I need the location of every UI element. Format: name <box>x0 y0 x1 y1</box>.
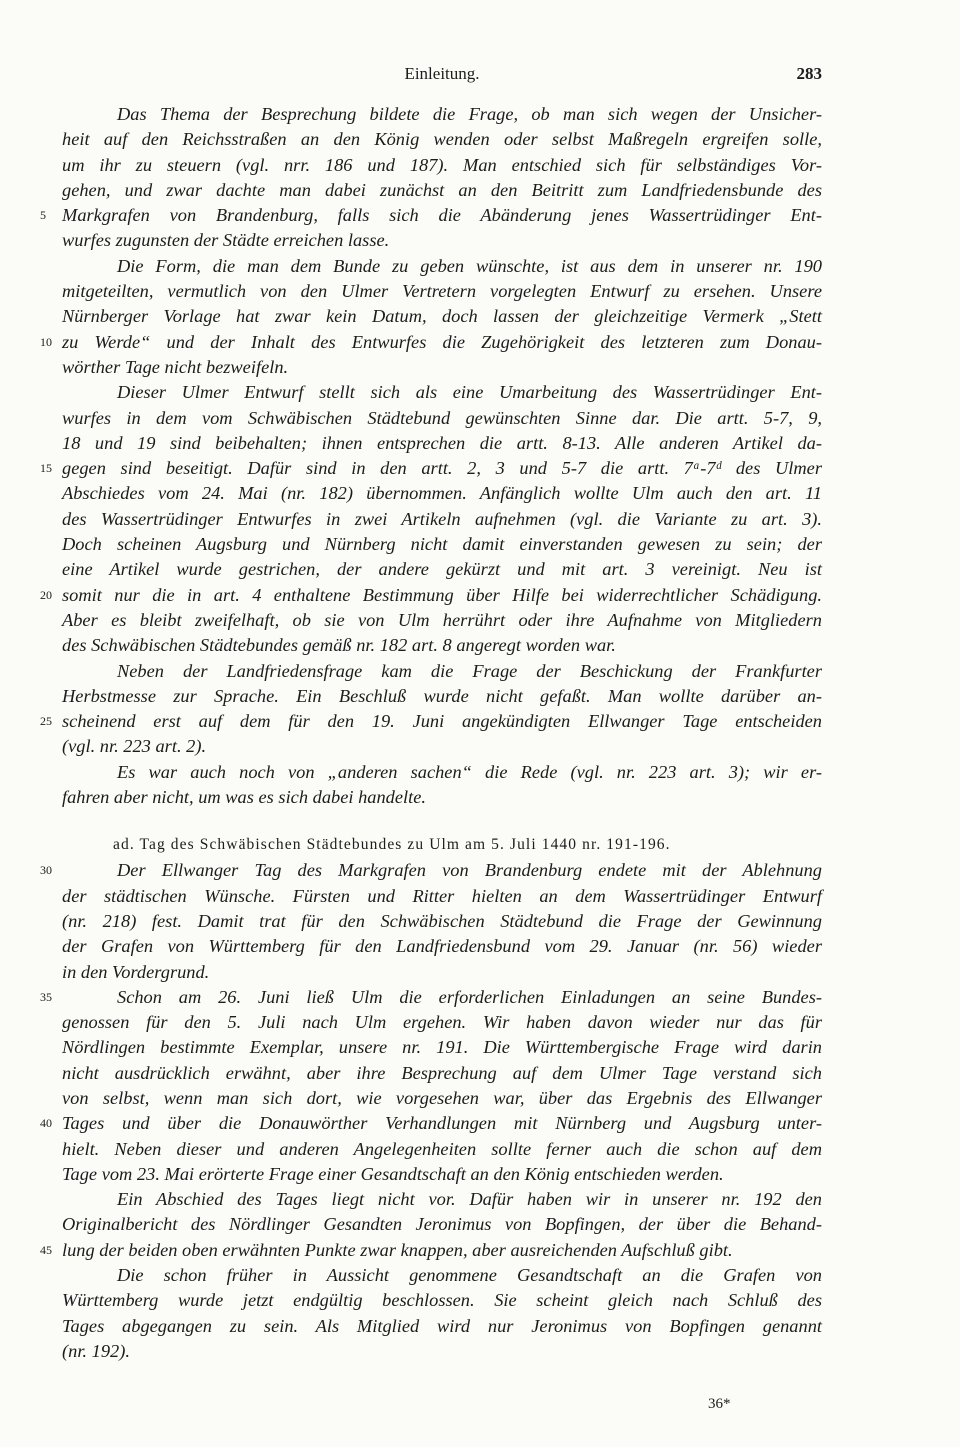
text-line: wurfes in dem vom Schwäbischen Städtebund gewünschten Sinne dar. Die artt. 5-7, 9, <box>62 407 822 428</box>
text-line-numbered <box>40 330 822 355</box>
text-line: Neben der Landfriedensfrage kam die Frage der Beschickung der Frankfurter <box>117 660 822 681</box>
text-line: des Wassertrüdinger Entwurfes in zwei Artikeln aufnehmen (vgl. die Variante zu art. 3). <box>62 508 822 529</box>
line-text: gegen sind beseitigt. Dafür sind in den artt. 2, 3 und 5-7 die artt. 7ᵃ-7ᵈ des Ulmer <box>62 458 822 479</box>
line-number: 15 <box>40 461 52 476</box>
text-line-numbered <box>40 985 822 1010</box>
line-text: lung der beiden oben erwähnten Punkte zwar knappen, aber ausreichenden Aufschluß gibt. <box>62 1239 733 1260</box>
line-text: Tages und über die Donauwörther Verhandlungen mit Nürnberg und Augsburg unter- <box>62 1113 822 1134</box>
text-line: wurfes zugunsten der Städte erreichen lasse. <box>62 230 390 251</box>
text-line-numbered <box>40 1111 822 1136</box>
section-heading: ad. Tag des Schwäbischen Städtebundes zu Ulm am 5. Juli 1440 nr. 191-196. <box>113 836 671 854</box>
text-line: (vgl. nr. 223 art. 2). <box>62 736 207 757</box>
line-number: 10 <box>40 334 52 349</box>
line-text: somit nur die in art. 4 enthaltene Bestimmung über Hilfe bei widerrechtlicher Schädigung. <box>62 584 822 605</box>
text-line: der Grafen von Württemberg für den Landfriedensbund vom 29. Januar (nr. 56) wieder <box>62 936 822 957</box>
text-line: eine Artikel wurde gestrichen, der andere gekürzt und mit art. 3 vereinigt. Neu ist <box>62 559 822 580</box>
text-line: Tages abgegangen zu sein. Als Mitglied wird nur Jeronimus von Bopfingen genannt <box>62 1315 822 1336</box>
text-line: Originalbericht des Nördlinger Gesandten Jeronimus von Bopfingen, der über die Behand- <box>62 1214 822 1235</box>
signature-mark: 36* <box>708 1396 731 1412</box>
text-line: fahren aber nicht, um was es sich dabei handelte. <box>62 787 427 808</box>
text-line: Ein Abschied des Tages liegt nicht vor. Dafür haben wir in unserer nr. 192 den <box>117 1189 822 1210</box>
text-line: Nördlingen bestimmte Exemplar, unsere nr. 191. Die Württembergische Frage wird darin <box>62 1037 822 1058</box>
text-line-numbered <box>40 709 822 734</box>
text-line: heit auf den Reichsstraßen an den König wenden oder selbst Maßregeln ergreifen solle, <box>62 129 822 150</box>
text-line: der städtischen Wünsche. Fürsten und Ritter hielten an dem Wassertrüdinger Entwurf <box>62 885 822 906</box>
text-line: von selbst, wenn man sich dort, wie vorgesehen war, über das Ergebnis des Ellwanger <box>62 1087 822 1108</box>
text-line: (nr. 192). <box>62 1340 130 1361</box>
line-number: 30 <box>40 863 52 878</box>
text-line: gehen, und zwar dachte man dabei zunächst an den Beitritt zum Landfriedensbunde des <box>62 179 822 200</box>
text-line: mitgeteilten, vermutlich von den Ulmer Vertretern vorgelegten Entwurf zu ersehen. Unsere <box>62 281 822 302</box>
line-number: 40 <box>40 1116 52 1131</box>
line-number: 25 <box>40 714 52 729</box>
text-line: Württemberg wurde jetzt endgültig beschlossen. Sie scheint gleich nach Schluß des <box>62 1290 822 1311</box>
line-text: Markgrafen von Brandenburg, falls sich die Abänderung jenes Wassertrüdinger Ent- <box>62 205 822 226</box>
text-line-numbered <box>40 456 822 481</box>
running-title: Einleitung. <box>404 64 480 83</box>
text-line-numbered <box>40 1238 822 1263</box>
text-line: Die schon früher in Aussicht genommene Gesandtschaft an die Grafen von <box>117 1265 822 1286</box>
page-body <box>40 102 822 1364</box>
text-line: (nr. 218) fest. Damit trat für den Schwäbischen Städtebund die Frage der Gewinnung <box>62 910 822 931</box>
line-text: Schon am 26. Juni ließ Ulm die erforderlichen Einladungen an seine Bundes- <box>117 986 822 1007</box>
text-line: Das Thema der Besprechung bildete die Frage, ob man sich wegen der Unsicher- <box>117 104 822 124</box>
text-line: hielt. Neben dieser und anderen Angelegenheiten sollte ferner auch die schon auf dem <box>62 1138 822 1159</box>
text-line: nicht ausdrücklich erwähnt, aber ihre Besprechung auf dem Ulmer Tage verstand sich <box>62 1062 822 1083</box>
text-line: des Schwäbischen Städtebundes gemäß nr. 182 art. 8 angeregt worden war. <box>62 635 616 656</box>
line-number: 35 <box>40 989 52 1004</box>
text-line: Tage vom 23. Mai erörterte Frage einer Gesandtschaft an den König entschieden werden. <box>62 1163 724 1184</box>
page-number: 283 <box>796 64 822 83</box>
line-number: 5 <box>40 208 46 223</box>
text-line: Die Form, die man dem Bunde zu geben wünschte, ist aus dem in unserer nr. 190 <box>117 255 822 276</box>
text-line: Nürnberger Vorlage hat zwar kein Datum, doch lassen der gleichzeitige Vermerk „Stett <box>62 306 822 327</box>
line-text: scheinend erst auf dem für den 19. Juni angekündigten Ellwanger Tage entscheiden <box>62 711 822 732</box>
text-line: Abschiedes vom 24. Mai (nr. 182) übernommen. Anfänglich wollte Ulm auch den art. 11 <box>62 483 822 504</box>
line-text: zu Werde“ und der Inhalt des Entwurfes die Zugehörigkeit des letzteren zum Donau- <box>62 331 822 352</box>
text-line: Es war auch noch von „anderen sachen“ die Rede (vgl. nr. 223 art. 3); wir er- <box>117 761 822 782</box>
section-gap <box>62 810 822 832</box>
text-line: Doch scheinen Augsburg und Nürnberg nicht damit einverstanden gewesen zu sein; der <box>62 534 822 555</box>
text-line: 18 und 19 sind beibehalten; ihnen entsprechen die artt. 8-13. Alle anderen Artikel da- <box>62 432 822 453</box>
line-number: 20 <box>40 587 52 602</box>
line-number: 45 <box>40 1242 52 1257</box>
text-line-numbered <box>40 858 822 883</box>
text-line-numbered <box>40 203 822 228</box>
text-line: in den Vordergrund. <box>62 961 210 982</box>
text-line: Herbstmesse zur Sprache. Ein Beschluß wurde nicht gefaßt. Man wollte darüber an- <box>62 685 822 706</box>
text-line: Dieser Ulmer Entwurf stellt sich als eine Umarbeitung des Wassertrüdinger Ent- <box>117 382 822 403</box>
text-line-numbered <box>40 583 822 608</box>
text-line: um ihr zu steuern (vgl. nrr. 186 und 187). Man entschied sich für selbständiges Vor- <box>62 154 822 175</box>
text-line: genossen für den 5. Juli nach Ulm ergehen. Wir haben davon wieder nur das für <box>62 1012 822 1033</box>
text-line: Aber es bleibt zweifelhaft, ob sie von Ulm herrührt oder ihre Aufnahme von Mitgliedern <box>62 609 822 630</box>
running-header <box>62 64 822 88</box>
line-text: Der Ellwanger Tag des Markgrafen von Brandenburg endete mit der Ablehnung <box>117 860 822 881</box>
text-line: wörther Tage nicht bezweifeln. <box>62 356 289 377</box>
